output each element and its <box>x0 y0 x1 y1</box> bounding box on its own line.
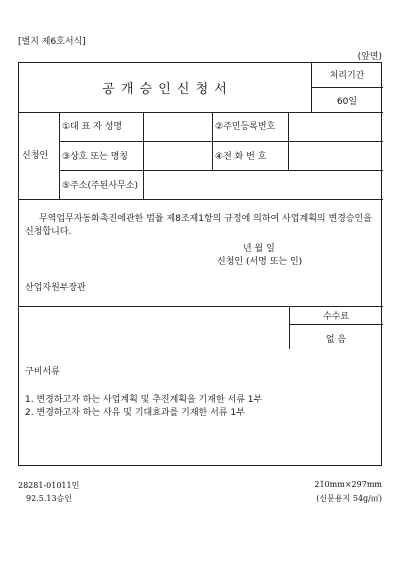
required-documents-title: 구비서류 <box>25 367 60 377</box>
recipient-label: 산업자원부장관 <box>25 283 86 293</box>
paper-type: (신문용지 54g/㎡) <box>316 494 382 503</box>
form-code: 28281-01011민 <box>18 481 80 490</box>
required-document-item: 1. 변경하고자 하는 사업계획 및 추진계획을 기재한 서류 1부 <box>25 395 263 405</box>
phone-number-field[interactable]: ④전 화 번 호 <box>215 152 267 162</box>
representative-name-field[interactable]: ①대 표 자 성명 <box>62 122 123 132</box>
application-body-line-2: 신청합니다. <box>25 227 72 237</box>
applicant-bottom-border <box>19 199 383 200</box>
resident-number-field[interactable]: ②주민등록번호 <box>215 122 276 132</box>
fee-label: 수수료 <box>322 312 350 322</box>
processing-period-label: 처리기간 <box>329 71 365 81</box>
paper-size: 210mm×297mm <box>314 480 382 489</box>
processing-divider <box>311 87 383 88</box>
application-form <box>18 62 382 466</box>
page-side-label: (앞면) <box>357 52 382 62</box>
applicant-divider <box>59 112 60 199</box>
processing-period-value: 60일 <box>336 97 358 107</box>
applicant-label: 신청인 <box>22 151 49 161</box>
required-document-item: 2. 변경하고자 하는 사유 및 기대효과를 기재한 서류 1부 <box>25 408 245 418</box>
row-divider-1 <box>59 141 383 142</box>
body-bottom-border <box>19 306 383 307</box>
form-reference: [별지 제6호서식] <box>18 37 86 47</box>
address-value-divider <box>143 170 144 199</box>
address-field[interactable]: ⑤주소(주된사무소) <box>62 181 138 191</box>
title-bottom-border <box>19 112 383 113</box>
application-body-line-1: 무역업무자동화촉진에관한 법률 제8조제1항의 규정에 의하여 사업계획의 변경승인을 <box>39 214 372 224</box>
signature-line[interactable]: 신청인 (서명 또는 인) <box>217 257 303 267</box>
date-line[interactable]: 년 월 일 <box>243 244 275 254</box>
fee-value: 없 음 <box>325 335 347 345</box>
form-title: 공 개 승 인 신 청 서 <box>102 82 228 97</box>
company-name-field[interactable]: ③상호 또는 명칭 <box>62 152 128 162</box>
approval-date: 92.5.13승인 <box>26 494 72 503</box>
row-divider-2 <box>59 170 383 171</box>
fee-row-divider <box>289 324 383 325</box>
